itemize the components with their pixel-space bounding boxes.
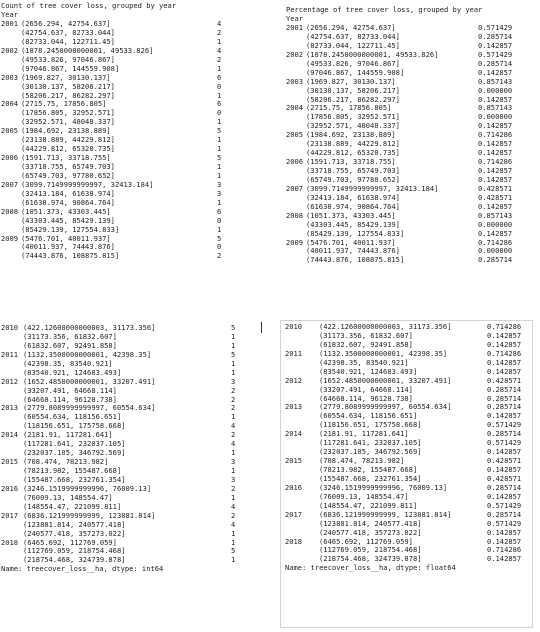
value-cell: 0.571429 [487,438,522,448]
value-cell: 1 [231,367,236,377]
interval-label: (43303.445, 85429.139] [306,219,400,229]
interval-label: (33718.755, 65749.703] [306,166,400,175]
value-cell: 1 [231,555,236,565]
interval-label: (218754.468, 324739.878] [23,555,126,565]
interval-label: (155487.668, 232761.354] [23,474,126,484]
interval-label: (78213.982, 155487.668] [319,465,418,474]
value-cell: 0.714286 [487,545,522,555]
interval-label: (2181.91, 117281.641] [23,430,113,440]
value-cell: 0.000000 [478,85,513,95]
interval-label: (44229.812, 65320.735] [306,148,400,158]
value-cell: 1 [217,170,222,180]
year-label: 2009 [286,237,304,247]
value-cell: 0.571429 [487,500,522,510]
value-cell: 2 [231,403,236,413]
value-cell: 1 [231,528,236,538]
value-cell: 0.857143 [478,103,513,113]
count-footer: Name: treecover_loss__ha, dtype: int64 [1,564,164,574]
year-label: 2015 [285,456,303,466]
year-label: 2018 [285,536,303,546]
value-cell: 0.285714 [487,393,522,403]
interval-label: (1878.2450000000001, 49533.826] [21,45,154,55]
interval-label: (1591.713, 33718.755] [306,157,396,167]
value-cell: 0.428571 [487,473,522,483]
interval-label: (2779.8089999999997, 60554.634] [319,402,452,412]
interval-label: (74443.876, 108875.815] [21,251,120,261]
value-cell: 3 [217,188,222,198]
interval-label: (155487.668, 232761.354] [319,473,422,483]
value-cell: 4 [217,45,222,55]
value-cell: 5 [231,546,236,556]
interval-label: (117281.641, 232037.105] [319,438,422,448]
interval-label: (240577.418, 357273.022] [319,527,422,537]
value-cell: 0.714286 [478,157,513,167]
interval-label: (422.12600000000003, 31173.356] [23,323,156,332]
value-cell: 0.142857 [487,366,522,376]
year-label: 2001 [1,19,19,28]
value-cell: 6 [217,99,222,109]
interval-label: (78213.982, 155487.668] [23,466,122,475]
value-cell: 0.142857 [478,201,513,211]
interval-label: (708.474, 78213.982] [319,456,405,466]
value-cell: 2 [217,251,222,261]
interval-label: (1878.2450000000001, 49533.826] [306,49,439,59]
interval-label: (1984.692, 23138.889] [21,126,111,136]
value-cell: 0.857143 [478,76,513,86]
year-label: 2005 [1,126,19,136]
value-cell: 0.142857 [478,148,513,158]
value-cell: 0.142857 [487,330,522,340]
interval-label: (65749.703, 97780.652] [306,174,400,184]
interval-label: (112769.059, 218754.468] [23,546,126,556]
value-cell: 1 [217,135,222,145]
value-cell: 3 [217,179,222,189]
count-title: Count of tree cover loss, grouped by year [1,1,177,10]
interval-label: (2656.294, 42754.637] [306,23,396,32]
value-cell: 0.428571 [478,183,513,193]
interval-label: (6465.692, 112769.059] [319,536,413,546]
interval-label: (32413.184, 61638.974] [21,188,115,198]
interval-label: (3099.7149999999997, 32413.184] [306,183,439,193]
value-cell: 1 [217,36,222,46]
interval-label: (30130.137, 58206.217] [306,85,400,95]
interval-label: (83540.921, 124683.493] [319,366,418,376]
interval-label: (42398.35, 83540.921] [23,358,113,368]
interval-label: (218754.468, 324739.878] [319,554,422,564]
value-cell: 0.571429 [478,23,513,32]
value-cell: 0.285714 [487,402,522,412]
value-cell: 3 [231,376,236,386]
interval-label: (82733.044, 122711.45] [306,40,400,50]
value-cell: 5 [231,323,236,332]
interval-label: (2715.75, 17856.805] [21,99,107,109]
value-cell: 1 [231,537,236,547]
value-cell: 4 [231,501,236,511]
value-cell: 0.285714 [487,509,522,519]
value-cell: 1 [217,90,222,100]
interval-label: (1132.3500000000001, 42398.35] [23,349,152,359]
interval-label: (2779.8089999999997, 60554.634] [23,403,156,413]
value-cell: 0.142857 [478,67,513,77]
interval-label: (1652.4850000000001, 33207.491] [23,376,156,386]
value-cell: 0.285714 [487,482,522,492]
count-output-top [1,2,235,261]
value-cell: 0.142857 [487,465,522,474]
percentage-output-top [286,6,531,265]
interval-label: (65749.703, 97780.652] [21,170,115,180]
value-cell: 0.428571 [487,375,522,385]
year-label: 2016 [1,483,19,493]
value-cell: 4 [231,439,236,449]
interval-label: (1984.692, 23138.889] [306,130,396,140]
year-label: 2004 [1,99,19,109]
interval-label: (118156.651, 175758.668] [319,420,422,430]
interval-label: (42754.637, 82733.044] [21,27,115,37]
value-cell: 0.142857 [478,166,513,175]
value-cell: 3 [231,474,236,484]
interval-label: (1132.3500000000001, 42398.35] [319,348,448,358]
value-cell: 0.142857 [487,339,522,349]
value-cell: 1 [231,412,236,422]
interval-label: (1652.4850000000001, 33207.491] [319,375,452,385]
year-label: 2007 [286,183,304,193]
interval-label: (97046.867, 144559.908] [306,67,405,77]
value-cell: 0 [217,242,222,252]
value-cell: 0.000000 [478,112,513,122]
value-cell: 1 [231,466,236,475]
interval-label: (1591.713, 33718.755] [21,153,111,163]
value-cell: 5 [217,126,222,136]
value-cell: 0.857143 [478,210,513,220]
value-cell: 4 [231,519,236,529]
interval-label: (6465.692, 112769.059] [23,537,117,547]
value-cell: 0.000000 [478,219,513,229]
value-cell: 1 [231,492,236,502]
value-cell: 1 [217,224,222,234]
interval-label: (3246.1519999999996, 76009.13] [319,482,448,492]
year-label: 2011 [1,349,19,359]
value-cell: 1 [217,162,222,171]
interval-label: (97046.867, 144559.908] [21,63,120,73]
interval-label: (76009.13, 148554.47] [23,492,113,502]
interval-label: (58206.217, 86282.297] [21,90,115,100]
table-row [286,256,531,265]
interval-label: (2181.91, 117281.641] [319,429,409,439]
value-cell: 1 [231,358,236,368]
interval-label: (49533.826, 97046.867] [21,54,115,64]
value-cell: 0.285714 [478,255,513,265]
interval-label: (2715.75, 17856.805] [306,103,392,113]
value-cell: 0.285714 [487,429,522,439]
interval-label: (42398.35, 83540.921] [319,357,409,367]
interval-label: (61832.607, 92491.858] [23,340,117,350]
value-cell: 0.142857 [487,527,522,537]
value-cell: 0.285714 [478,31,513,41]
value-cell: 0.142857 [487,447,522,457]
interval-label: (3246.1519999999996, 76009.13] [23,483,152,493]
interval-label: (23138.889, 44229.812] [21,135,115,145]
value-cell: 0.714286 [487,322,522,331]
interval-label: (123881.814, 240577.418] [23,519,126,529]
interval-label: (43303.445, 85429.139] [21,215,115,225]
interval-label: (42754.637, 82733.044] [306,31,400,41]
year-label: 2013 [285,402,303,412]
percentage-index-name: Year [286,14,304,23]
value-cell: 6 [217,206,222,216]
interval-label: (32952.571, 48048.337] [21,117,115,127]
interval-label: (422.12600000000003, 31173.356] [319,322,452,331]
interval-label: (6836.121999999999, 123881.814] [319,509,452,519]
interval-label: (31173.356, 61832.607] [23,331,117,341]
value-cell: 0.714286 [487,348,522,358]
value-cell: 2 [217,54,222,64]
value-cell: 0.714286 [478,130,513,140]
year-label: 2006 [1,153,19,163]
percentage-title: Percentage of tree cover loss, grouped by year [286,5,483,14]
interval-label: (33718.755, 65749.703] [21,162,115,171]
year-label: 2018 [1,537,19,547]
value-cell: 5 [231,349,236,359]
percentage-output-bottom [280,320,533,628]
interval-label: (17856.805, 32952.571] [21,108,115,118]
year-label: 2008 [286,210,304,220]
year-label: 2005 [286,130,304,140]
value-cell: 0.142857 [478,121,513,131]
year-label: 2002 [1,45,19,55]
value-cell: 1 [217,197,222,207]
year-label: 2010 [1,323,19,332]
interval-label: (17856.805, 32952.571] [306,112,400,122]
year-label: 2009 [1,233,19,243]
interval-label: (6836.121999999999, 123881.814] [23,510,156,520]
interval-label: (1051.373, 43303.445] [21,206,111,216]
value-cell: 0.571429 [478,49,513,59]
interval-label: (33207.491, 64668.114] [23,385,117,395]
value-cell: 0.142857 [478,139,513,149]
interval-label: (61638.974, 90864.764] [306,201,400,211]
table-row [1,556,237,565]
interval-label: (148554.47, 221099.811] [319,500,418,510]
interval-label: (58206.217, 86282.297] [306,94,400,104]
interval-label: (76009.13, 148554.47] [319,491,409,501]
value-cell: 0.142857 [487,554,522,564]
value-cell: 5 [217,233,222,243]
value-cell: 4 [231,421,236,431]
interval-label: (1051.373, 43303.445] [306,210,396,220]
interval-label: (30130.137, 58206.217] [21,81,115,91]
interval-label: (40011.937, 74443.876] [21,242,115,252]
value-cell: 0 [217,81,222,91]
value-cell: 1 [217,144,222,154]
year-label: 2017 [285,509,303,519]
year-label: 2013 [1,403,19,413]
year-label: 2012 [1,376,19,386]
value-cell: 1 [217,117,222,127]
year-label: 2016 [285,482,303,492]
value-cell: 0.142857 [487,536,522,546]
value-cell: 1 [217,63,222,73]
count-output-bottom [1,324,237,574]
year-label: 2012 [285,375,303,385]
value-cell: 0.285714 [487,384,522,394]
interval-label: (117281.641, 232037.105] [23,439,126,449]
interval-label: (31173.356, 61832.607] [319,330,413,340]
value-cell: 2 [231,510,236,520]
value-cell: 0.285714 [478,58,513,68]
year-label: 2014 [1,430,19,440]
interval-label: (708.474, 78213.982] [23,457,109,467]
value-cell: 5 [217,153,222,163]
interval-label: (232037.105, 346792.569] [23,448,126,458]
interval-label: (85429.139, 127554.833] [306,228,405,238]
value-cell: 2 [217,27,222,37]
table-row [285,555,532,564]
interval-label: (3099.7149999999997, 32413.184] [21,179,154,189]
value-cell: 0.142857 [487,411,522,421]
value-cell: 2 [231,385,236,395]
interval-label: (44229.812, 65320.735] [21,144,115,154]
interval-label: (64668.114, 96128.738] [23,394,117,404]
interval-label: (60554.634, 118156.651] [23,412,122,422]
interval-label: (232037.105, 346792.569] [319,447,422,457]
value-cell: 1 [231,331,236,341]
interval-label: (240577.418, 357273.022] [23,528,126,538]
table-row [1,252,235,261]
interval-label: (61832.607, 92491.858] [319,339,413,349]
interval-label: (85429.139, 127554.833] [21,224,120,234]
year-label: 2002 [286,49,304,59]
value-cell: 0.142857 [478,94,513,104]
interval-label: (5476.701, 40011.937] [306,237,396,247]
year-label: 2007 [1,179,19,189]
value-cell: 0.142857 [487,491,522,501]
interval-label: (112769.059, 218754.468] [319,545,422,555]
interval-label: (49533.826, 97046.867] [306,58,400,68]
interval-label: (5476.701, 40011.937] [21,233,111,243]
value-cell: 1 [231,448,236,458]
value-cell: 2 [231,430,236,440]
value-cell: 0.428571 [487,456,522,466]
interval-label: (118156.651, 175758.668] [23,421,126,431]
interval-label: (61638.974, 90864.764] [21,197,115,207]
text-cursor [261,322,262,333]
interval-label: (1969.827, 30130.137] [21,72,111,82]
count-index-name: Year [1,10,19,19]
year-label: 2003 [286,76,304,86]
interval-label: (40011.937, 74443.876] [306,246,400,256]
interval-label: (82733.044, 122711.45] [21,36,115,46]
value-cell: 0.428571 [478,192,513,202]
year-label: 2015 [1,457,19,467]
interval-label: (74443.876, 108875.815] [306,255,405,265]
year-label: 2010 [285,322,303,331]
year-label: 2001 [286,23,304,32]
value-cell: 0.142857 [478,40,513,50]
interval-label: (64668.114, 96128.738] [319,393,413,403]
year-label: 2011 [285,348,303,358]
value-cell: 0.000000 [478,246,513,256]
value-cell: 2 [231,483,236,493]
value-cell: 3 [231,457,236,467]
value-cell: 2 [231,394,236,404]
value-cell: 0.142857 [487,357,522,367]
value-cell: 0 [217,108,222,118]
year-label: 2017 [1,510,19,520]
year-label: 2006 [286,157,304,167]
value-cell: 0 [217,215,222,225]
value-cell: 1 [231,340,236,350]
interval-label: (83540.921, 124683.493] [23,367,122,377]
interval-label: (33207.491, 64668.114] [319,384,413,394]
value-cell: 0.571429 [487,518,522,528]
interval-label: (60554.634, 118156.651] [319,411,418,421]
interval-label: (32952.571, 48048.337] [306,121,400,131]
percentage-footer: Name: treecover_loss__ha, dtype: float64 [285,563,456,573]
interval-label: (23138.889, 44229.812] [306,139,400,149]
value-cell: 0.142857 [478,174,513,184]
interval-label: (148554.47, 221099.811] [23,501,122,511]
year-label: 2014 [285,429,303,439]
interval-label: (2656.294, 42754.637] [21,19,111,28]
value-cell: 6 [217,72,222,82]
year-label: 2003 [1,72,19,82]
interval-label: (32413.184, 61638.974] [306,192,400,202]
year-label: 2004 [286,103,304,113]
year-label: 2008 [1,206,19,216]
interval-label: (1969.827, 30130.137] [306,76,396,86]
interval-label: (123881.814, 240577.418] [319,518,422,528]
value-cell: 0.714286 [478,237,513,247]
value-cell: 0.142857 [478,228,513,238]
value-cell: 4 [217,19,222,28]
value-cell: 0.571429 [487,420,522,430]
